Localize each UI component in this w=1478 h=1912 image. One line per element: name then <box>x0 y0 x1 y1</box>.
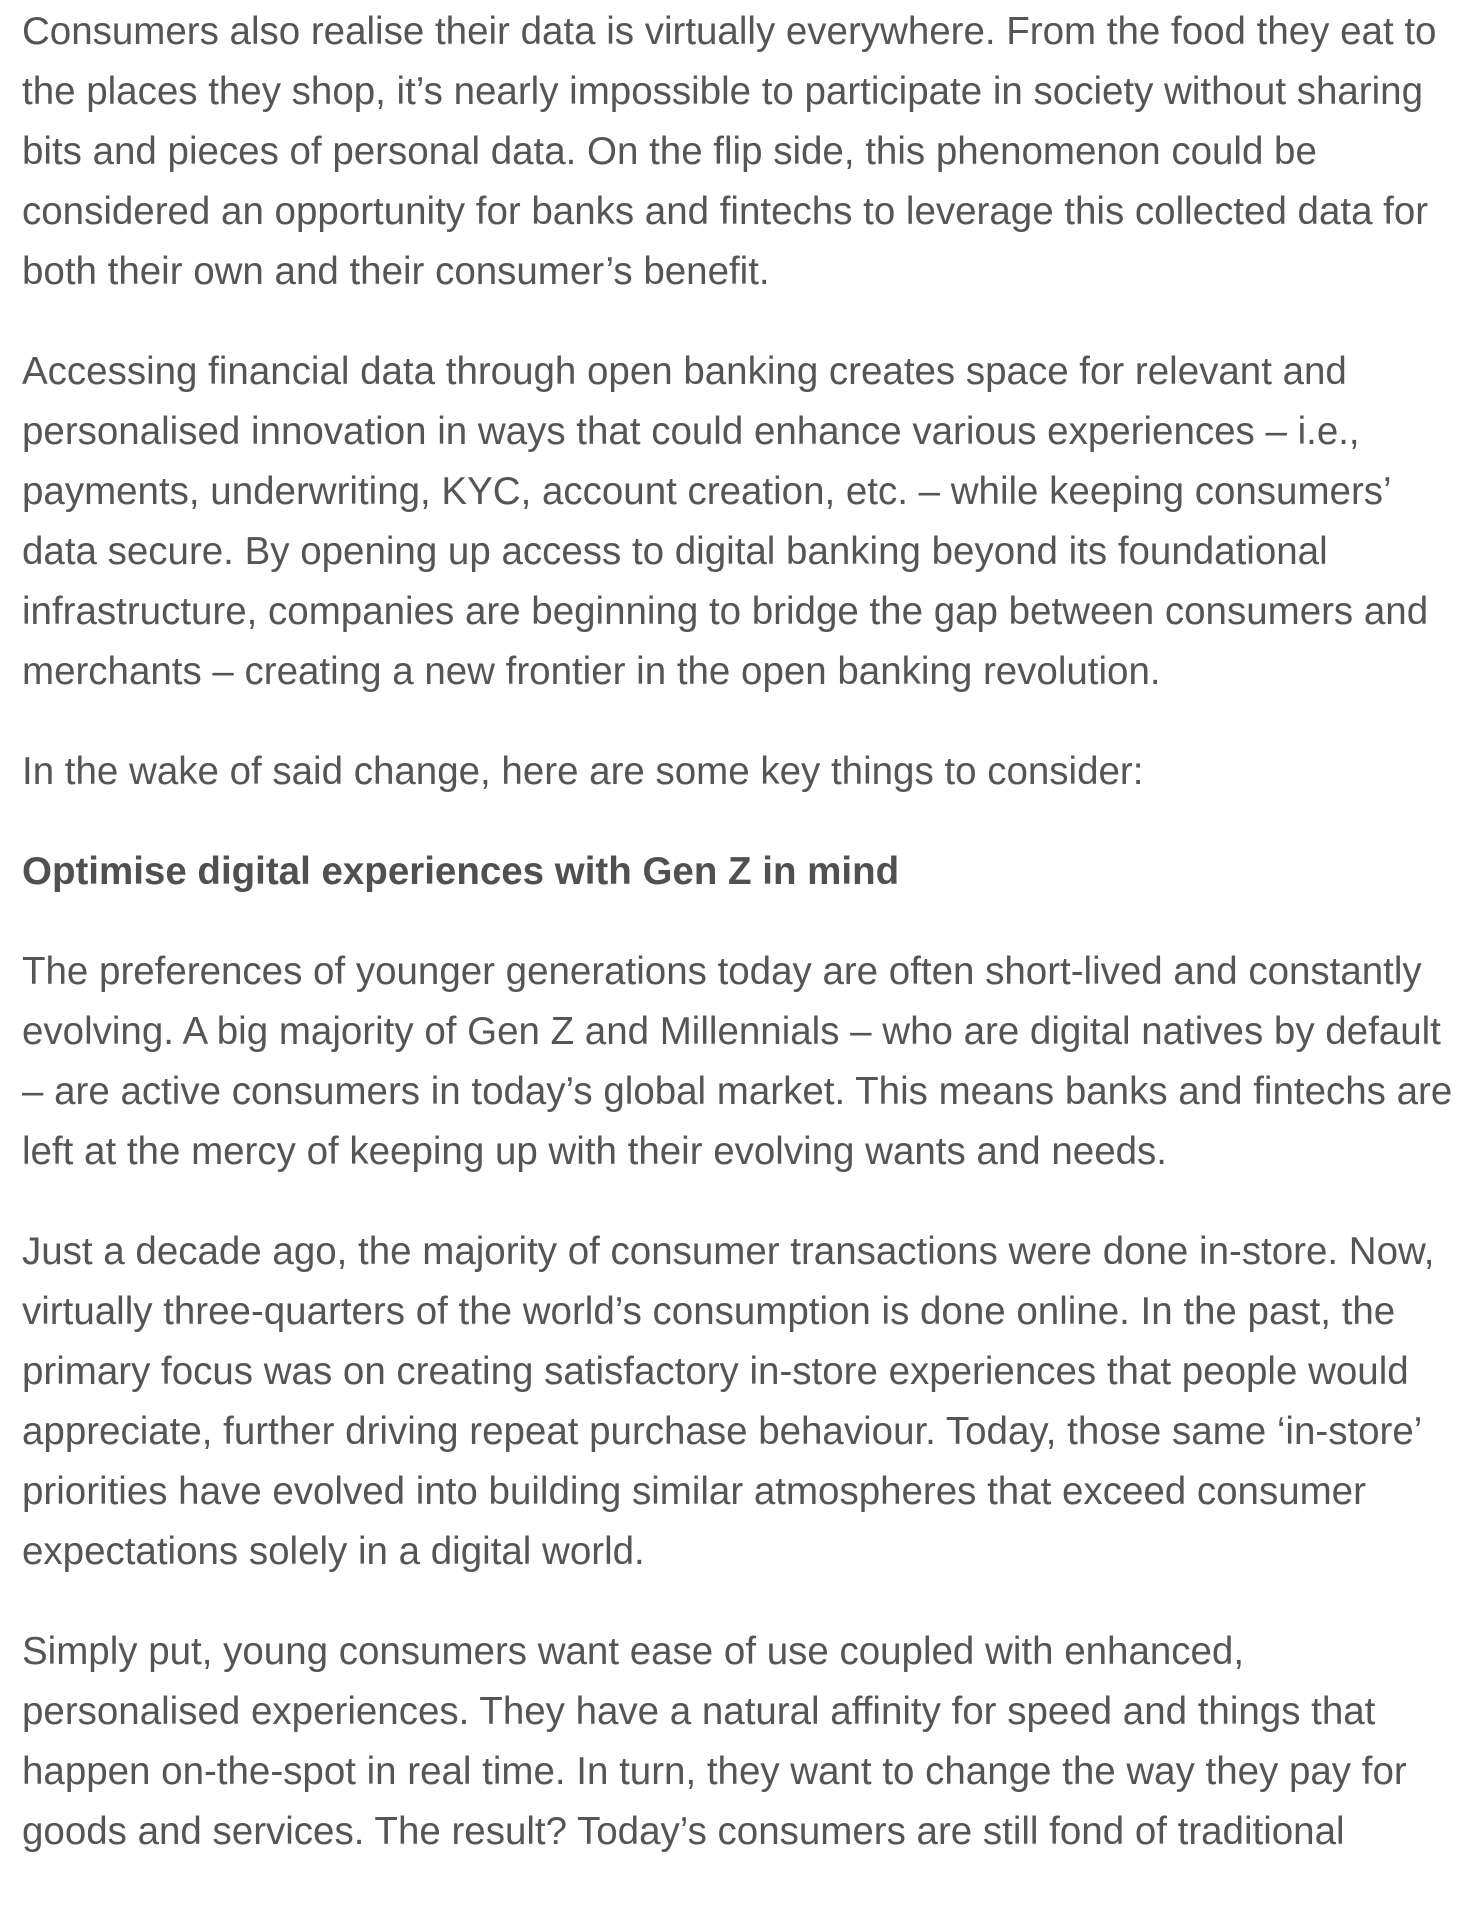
paragraph-data-everywhere: Consumers also realise their data is virtually everywhere. From the food they eat to the places they shop, it’s nearly impossible to participate in society without sharing bits and pieces of personal data. On the flip side, this phenomenon could be considered an opportunity for banks and fintechs to leverage this collected data for both their own and their consumer’s benefit. <box>22 10 1437 293</box>
paragraph-open-banking: Accessing financial data through open banking creates space for relevant and personalised innovation in ways that could enhance various experiences – i.e., payments, underwriting, KYC, account creation, etc. – while keeping consumers’ data secure. By opening up access to digital banking beyond its foundational infrastructure, companies are beginning to bridge the gap between consumers and merchants – creating a new frontier in the open banking revolution. <box>22 350 1429 693</box>
paragraph-younger-generations: The preferences of younger generations today are often short-lived and constantly evolving. A big majority of Gen Z and Millennials – who are digital natives by default – are active consumers in today’s global market. This means banks and fintechs are left at the mercy of keeping up with their evolving wants and needs. <box>22 950 1453 1173</box>
paragraph-key-things-intro: In the wake of said change, here are some key things to consider: <box>22 750 1144 793</box>
section-heading-gen-z: Optimise digital experiences with Gen Z in mind <box>22 850 900 893</box>
paragraph-in-store-to-online: Just a decade ago, the majority of consumer transactions were done in-store. Now, virtually three-quarters of the world’s consumption is done online. In the past, the primary focus was on creating satisfactory in-store experiences that people would appreciate, further driving repeat purchase behaviour. Today, those same ‘in-store’ priorities have evolved into building similar atmospheres that exceed consumer expectations solely in a digital world. <box>22 1230 1435 1573</box>
article-body <box>22 0 1462 1902</box>
paragraph-young-consumers: Simply put, young consumers want ease of use coupled with enhanced, personalised experiences. They have a natural affinity for speed and things that happen on-the-spot in real time. In turn, they want to change the way they pay for goods and services. The result? Today’s consumers are still fond of traditional <box>22 1630 1407 1853</box>
